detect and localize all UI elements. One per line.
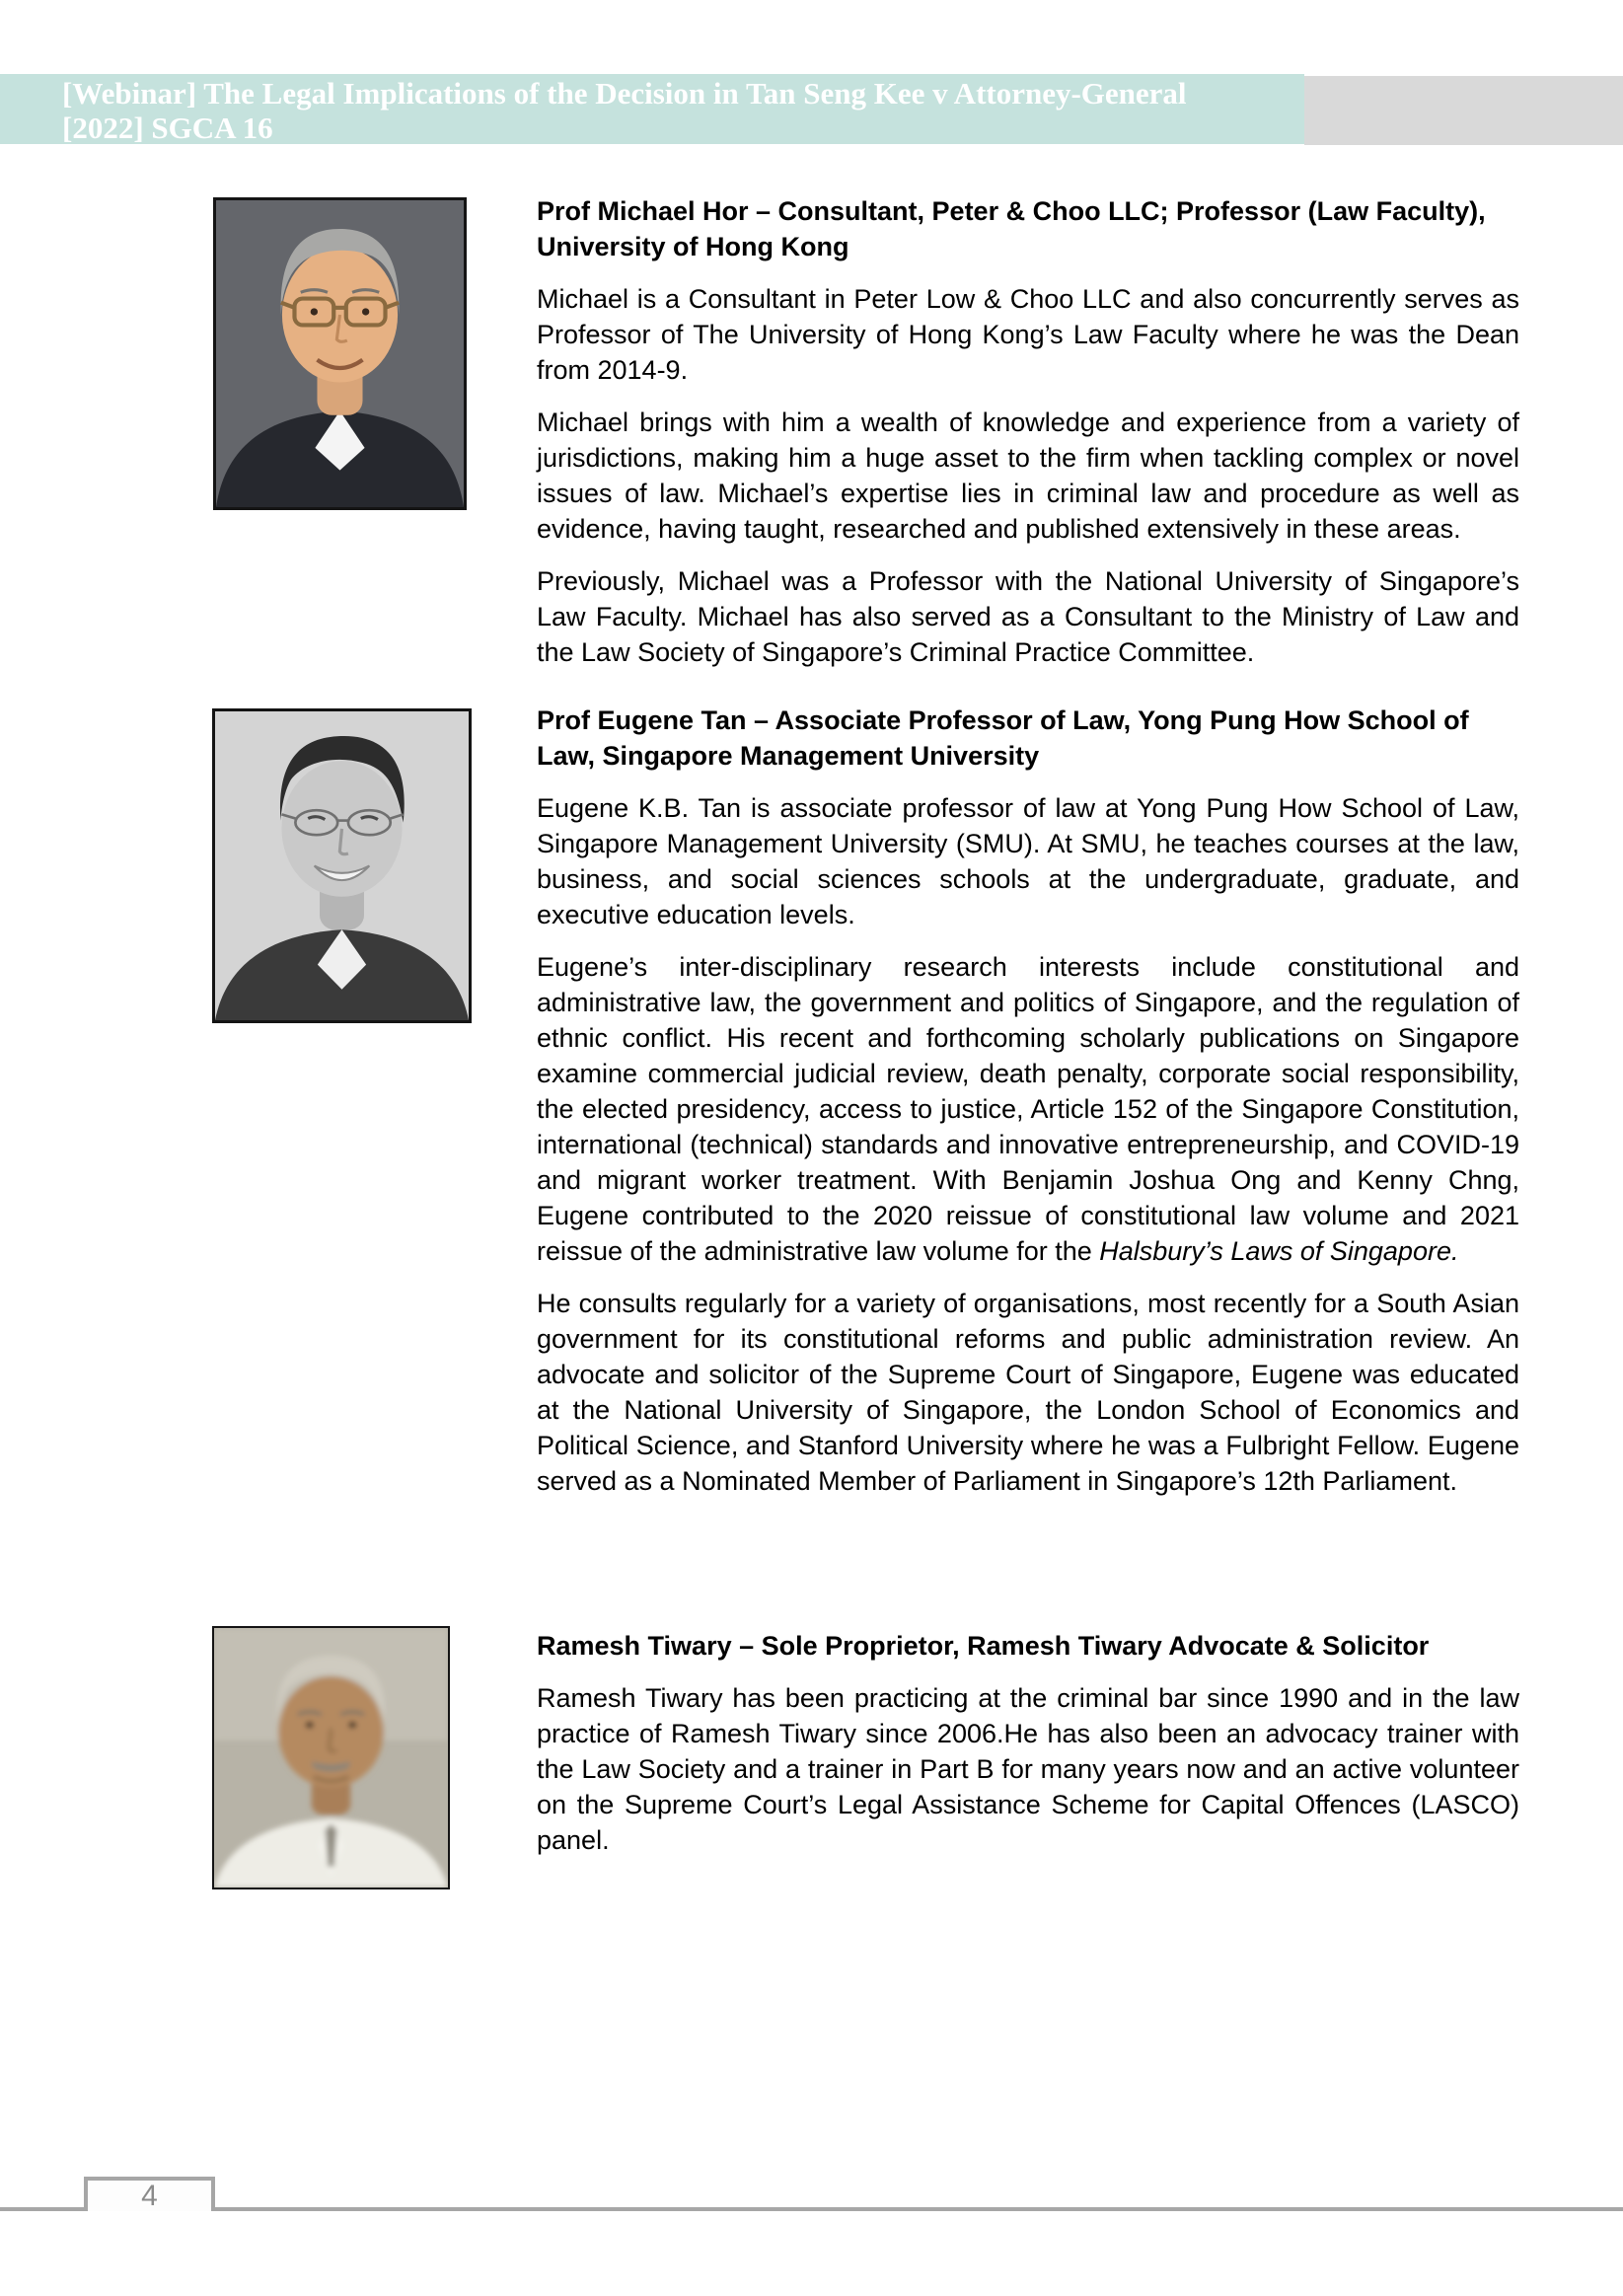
speaker-photo-eugene-tan <box>212 708 472 1023</box>
bio-paragraph: Michael is a Consultant in Peter Low & Choo LLC and also concurrently serves as Professor of The University of Hong Kong’s Law Faculty where he was the Dean from 2014-9. <box>537 284 1519 385</box>
speaker-photo-michael-hor <box>213 197 467 510</box>
bio-paragraph: Previously, Michael was a Professor with the National University of Singapore’s Law Faculty. Michael has also served as a Consultant to the Ministry of Law and the Law Society of Singapore’s Criminal Practice Committee. <box>537 566 1519 667</box>
webinar-title <box>62 76 1295 145</box>
footer-rule <box>0 2207 1623 2211</box>
bio-paragraph: Eugene K.B. Tan is associate professor of law at Yong Pung How School of Law, Singapore Management University (SMU). At SMU, he teaches courses at the law, business, and social sciences schools at the undergraduate, graduate, and executive education levels. <box>537 793 1519 929</box>
bio-paragraph: He consults regularly for a variety of organisations, most recently for a South Asian government for its constitutional reforms and public administration review. An advocate and solicitor of the Supreme Court of Singapore, Eugene was educated at the National University of Singapore, the London School of Economics and Political Science, and Stanford University where he was a Fulbright Fellow. Eugene served as a Nominated Member of Parliament in Singapore’s 12th Parliament. <box>537 1289 1519 1496</box>
speaker-heading: Prof Michael Hor – Consultant, Peter & Choo LLC; Professor (Law Faculty), University of Hong Kong <box>537 196 1486 261</box>
bio-paragraph: Ramesh Tiwary has been practicing at the criminal bar since 1990 and in the law practice of Ramesh Tiwary since 2006.He has also been an advocacy trainer with the Law Society and a trainer in Part B for many years now and an active volunteer on the Supreme Court’s Legal Assistance Scheme for Capital Offences (LASCO) panel. <box>537 1683 1519 1855</box>
speaker-heading: Ramesh Tiwary – Sole Proprietor, Ramesh Tiwary Advocate & Solicitor <box>537 1631 1430 1661</box>
webinar-title-line2: [2022] SGCA 16 <box>62 111 273 145</box>
portrait-photo-ramesh-tiwary <box>214 1628 448 1888</box>
speaker-section-ramesh-tiwary <box>537 1628 1519 1875</box>
speaker-photo-ramesh-tiwary <box>212 1626 450 1889</box>
bio-paragraph: Eugene’s inter-disciplinary research interests include constitutional and administrative law, the government and politics of Singapore, and the regulation of ethnic conflict. His recent and forthcoming scholarly publications on Singapore examine commercial judicial review, death penalty, corporate social responsibility, the elected presidency, access to justice, Article 152 of the Singapore Constitution, international (technical) standards and innovative entrepreneurship, and COVID-19 and migrant worker treatment. With Benjamin Joshua Ong and Kenny Chng, Eugene contributed to the 2020 reissue of constitutional law volume and 2021 reissue of the administrative law volume for the Halsbury’s Laws of Singapore. <box>537 952 1519 1266</box>
speaker-section-eugene-tan <box>537 703 1519 1516</box>
speaker-heading: Prof Eugene Tan – Associate Professor of Law, Yong Pung How School of Law, Singapore Management University <box>537 705 1469 771</box>
page-number: 4 <box>141 2179 158 2212</box>
portrait-photo-prof-eugene-tan <box>215 711 469 1020</box>
page-number-tab <box>84 2177 215 2211</box>
header-banner-gray-segment <box>1304 76 1623 145</box>
speaker-section-michael-hor <box>537 193 1519 687</box>
bio-paragraph: Michael brings with him a wealth of knowledge and experience from a variety of jurisdictions, making him a huge asset to the firm when tackling complex or novel issues of law. Michael’s expertise lies in criminal law and procedure as well as evidence, having taught, researched and published extensively in these areas. <box>537 407 1519 544</box>
webinar-title-line1: [Webinar] The Legal Implications of the Decision in Tan Seng Kee v Attorney-General <box>62 76 1187 111</box>
portrait-photo-prof-michael-hor <box>216 200 464 507</box>
